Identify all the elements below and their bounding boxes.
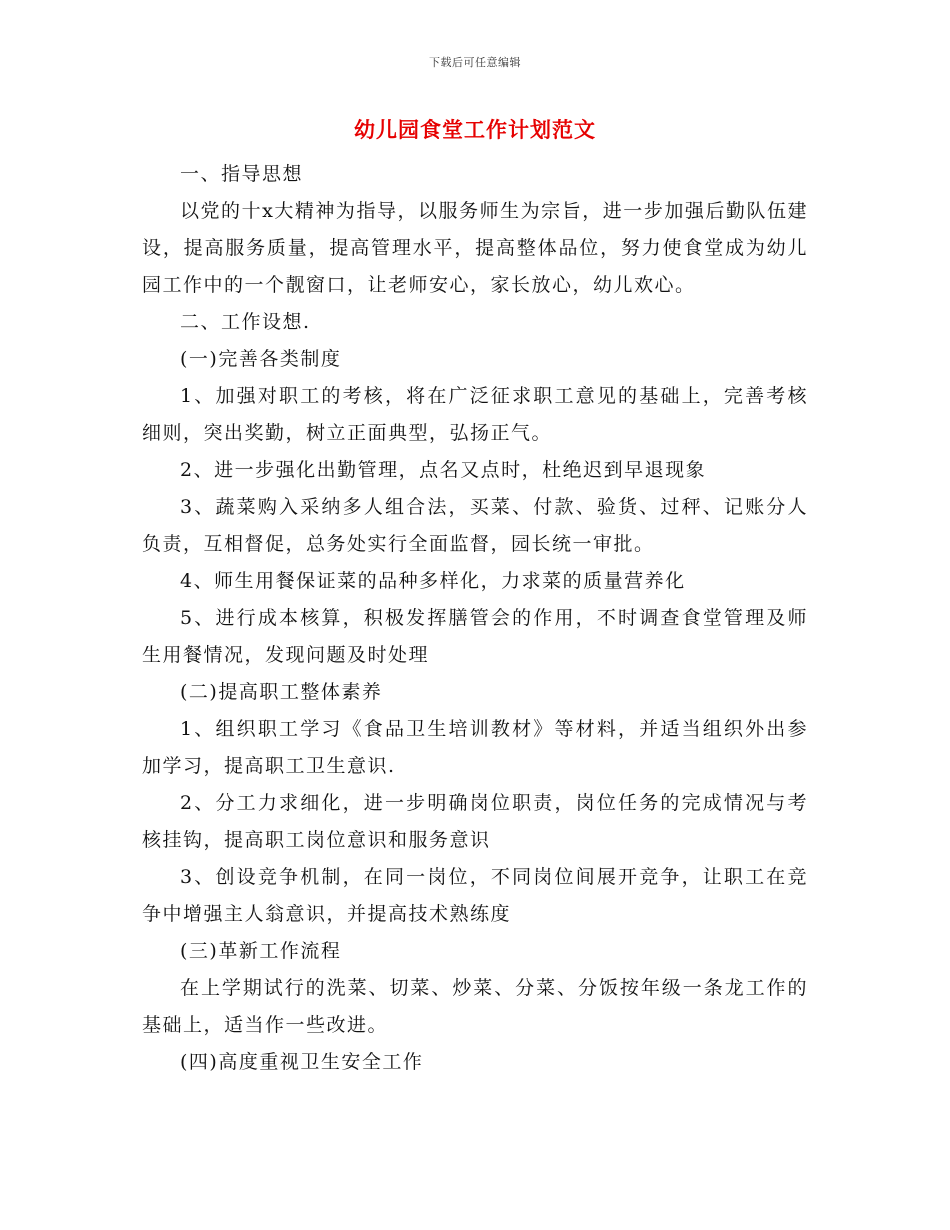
subsection-heading: (四)高度重视卫生安全工作 <box>180 1051 424 1073</box>
section-heading: 二、工作设想. <box>180 311 311 333</box>
list-item: 3、创设竞争机制，在同一岗位，不同岗位间展开竞争，让职工在竞争中增强主人翁意识，并提高技术熟练度 <box>142 866 808 925</box>
subsection-heading: (二)提高职工整体素养 <box>180 681 383 703</box>
list-item: 1、组织职工学习《食品卫生培训教材》等材料，并适当组织外出参加学习，提高职工卫生意识. <box>142 718 808 777</box>
list-item: 2、分工力求细化，进一步明确岗位职责，岗位任务的完成情况与考核挂钩，提高职工岗位意识和服务意识 <box>142 792 808 851</box>
paragraph: 以党的十x大精神为指导，以服务师生为宗旨，进一步加强后勤队伍建设，提高服务质量，提高管理水平，提高整体品位，努力使食堂成为幼儿园工作中的一个靓窗口，让老师安心，家长放心，幼儿欢心。 <box>142 200 808 296</box>
subsection-heading: (一)完善各类制度 <box>180 348 342 370</box>
list-item: 5、进行成本核算，积极发挥膳管会的作用，不时调查食堂管理及师生用餐情况，发现问题及时处理 <box>142 607 808 666</box>
list-item: 3、蔬菜购入采纳多人组合法，买菜、付款、验货、过秤、记账分人负责，互相督促，总务处实行全面监督，园长统一审批。 <box>142 496 808 555</box>
section-heading: 一、指导思想 <box>180 163 304 185</box>
document-body <box>142 156 808 1081</box>
header-note: 下载后可任意编辑 <box>429 56 521 69</box>
list-item: 1、加强对职工的考核，将在广泛征求职工意见的基础上，完善考核细则，突出奖勤，树立正面典型，弘扬正气。 <box>142 385 808 444</box>
document-title: 幼儿园食堂工作计划范文 <box>354 117 596 142</box>
subsection-heading: (三)革新工作流程 <box>180 940 342 962</box>
paragraph: 在上学期试行的洗菜、切菜、炒菜、分菜、分饭按年级一条龙工作的基础上，适当作一些改进。 <box>142 977 808 1036</box>
list-item: 2、进一步强化出勤管理，点名又点时，杜绝迟到早退现象 <box>180 459 707 481</box>
list-item: 4、师生用餐保证菜的品种多样化，力求菜的质量营养化 <box>180 570 686 592</box>
